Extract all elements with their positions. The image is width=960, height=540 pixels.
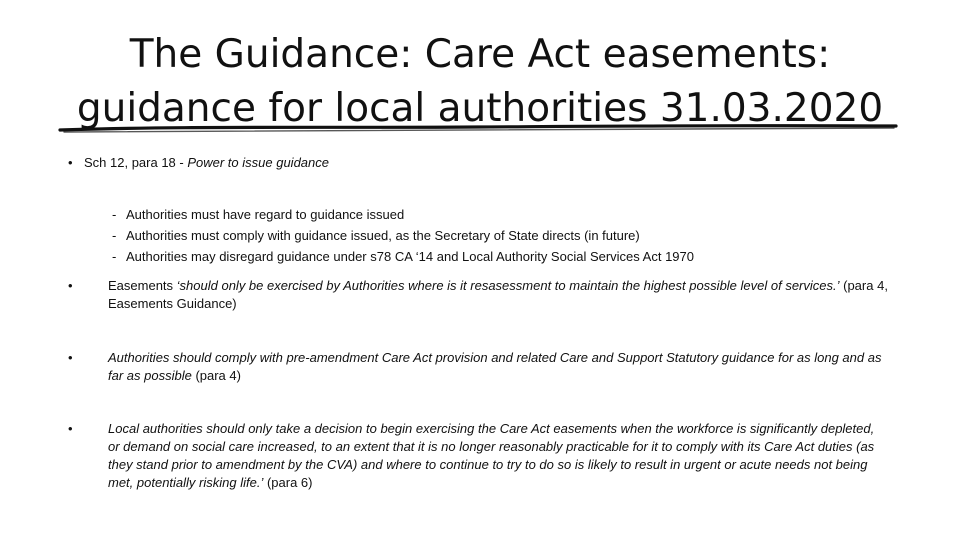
- sub-list: [112, 204, 694, 267]
- bullet-marker: •: [68, 421, 73, 436]
- dash-marker: -: [112, 249, 117, 264]
- point-italic: Local authorities should only take a decision to begin exercising the Care Act easements when the workforce is significantly depleted, or demand on social care increased, to an extent that it is no longer reasonably practicable for it to comply with its Care Act duties (as they stand prior to amendment by the CVA) and where to continue to try to do so is likely to result in urgent or acute needs not being met, potentially risking life.’: [108, 421, 875, 490]
- sub-item-text: Authorities must comply with guidance issued, as the Secretary of State directs (in future): [126, 228, 640, 243]
- sub-item: [112, 246, 694, 267]
- sub-item: [112, 225, 694, 246]
- point-lead: Easements: [108, 278, 177, 293]
- point-tail: (para 4): [191, 368, 241, 383]
- sub-item-text: Authorities must have regard to guidance issued: [126, 207, 405, 222]
- title-line-1: The Guidance: Care Act easements:: [129, 32, 831, 77]
- point-tail: (para 4, Easements Guidance): [108, 278, 888, 311]
- point-text: [108, 420, 888, 492]
- point-easements: [68, 277, 888, 313]
- point-italic: ‘should only be exercised by Authorities where is it resasessment to maintain the highest possible level of services.’: [176, 278, 840, 293]
- point-tail: (para 6): [263, 475, 313, 490]
- dash-marker: -: [112, 207, 117, 222]
- point-text: [108, 349, 888, 385]
- bullet-marker: •: [68, 155, 73, 170]
- point-text: [108, 277, 888, 313]
- dash-marker: -: [112, 228, 117, 243]
- point-decision: [68, 420, 888, 492]
- title-line-2: guidance for local authorities 31.03.2020: [76, 86, 884, 131]
- point-comply: [68, 349, 888, 385]
- intro-bullet: [68, 154, 329, 172]
- intro-lead: Sch 12, para 18 -: [84, 155, 188, 170]
- bullet-marker: •: [68, 350, 73, 365]
- bullet-marker: •: [68, 278, 73, 293]
- intro-italic: Power to issue guidance: [187, 155, 329, 170]
- title-underline: [58, 118, 898, 138]
- point-italic: Authorities should comply with pre-amendment Care Act provision and related Care and Support Statutory guidance for as long and as far as possible: [108, 350, 882, 383]
- sub-item: [112, 204, 694, 225]
- sub-item-text: Authorities may disregard guidance under s78 CA ‘14 and Local Authority Social Services Act 1970: [126, 249, 695, 264]
